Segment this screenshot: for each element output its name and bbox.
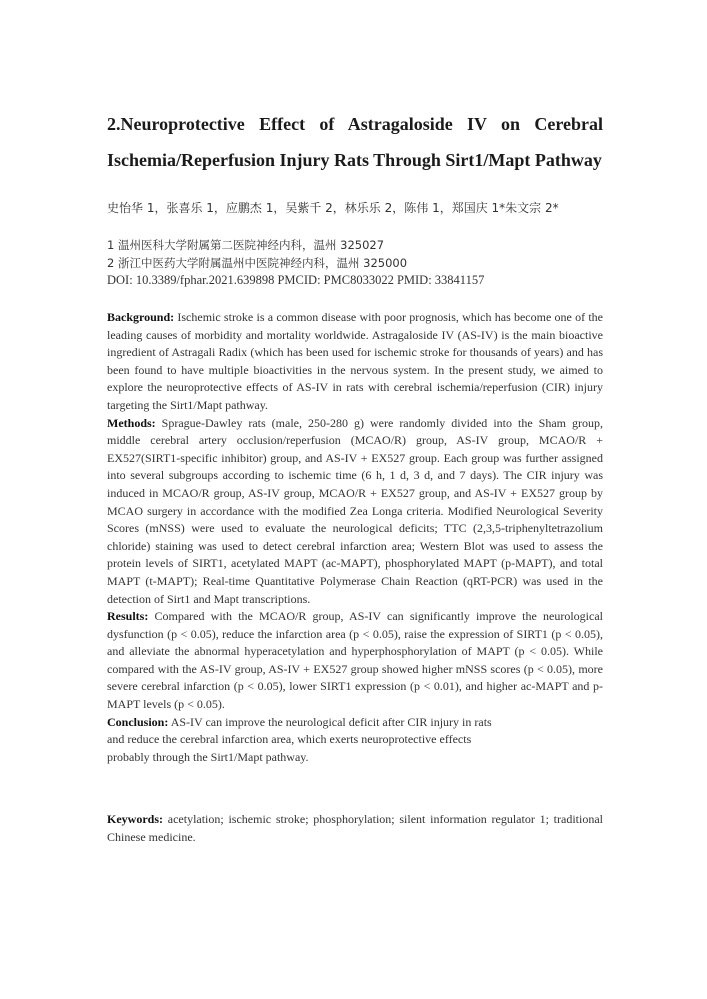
background-label: Background: bbox=[107, 310, 175, 324]
methods-text: Sprague-Dawley rats (male, 250-280 g) were randomly divided into the Sham group, middle cerebral artery occlusion/reperfusion (MCAO/R) group, AS-IV group, MCAO/R + EX527(SIRT1-specific inhibitor) group, and AS-IV + EX527 group. Each group was further assigned into several subgroups according to ischemic time (6 h, 1 d, 3 d, and 7 days). The CIR injury was induced in MCAO/R group, AS-IV group, MCAO/R + EX527 group, and AS-IV + EX527 group by MCAO surgery in accordance with the modified Zea Longa criteria. Modified Neurological Severity Scores (mNSS) were used to evaluate the neurological deficits; TTC (2,3,5-triphenyltetrazolium chloride) staining was used to detect cerebral infarction area; Western Blot was used to assess the protein levels of SIRT1, acetylated MAPT (ac-MAPT), phosphorylated MAPT (p-MAPT), and total MAPT (t-MAPT); Real-time Quantitative Polymerase Chain Reaction (qRT-PCR) was used in the detection of Sirt1 and Mapt transcriptions. bbox=[107, 415, 603, 606]
paper-title-line-2: Ischemia/Reperfusion Injury Rats Through Sirt1/Mapt Pathway bbox=[107, 150, 602, 170]
doi-line: DOI: 10.3389/fphar.2021.639898 PMCID: PMC8033022 PMID: 33841157 bbox=[107, 273, 485, 287]
results-label: Results: bbox=[107, 609, 149, 624]
background-text: Ischemic stroke is a common disease with poor prognosis, which has become one of the leading causes of morbidity and mortality worldwide. Astragaloside IV (AS-IV) is the main bioactive ingredient of Astragali Radix (which has been used for ischemic stroke for thousands of years) and has been found to have multiple bioactivities in the nervous system. In the present study, we aimed to explore the neuroprotective effects of AS-IV in rats with cerebral ischemia/reperfusion (CIR) injury targeting the Sirt1/Mapt pathway. bbox=[107, 310, 603, 412]
abstract-methods bbox=[107, 415, 603, 609]
conclusion-line-1 bbox=[107, 714, 603, 732]
keywords-text: acetylation; ischemic stroke; phosphorylation; silent information regulator 1; traditional Chinese medicine. bbox=[107, 812, 603, 844]
author-list: 史怡华 1，张喜乐 1，应鹏杰 1，吴紫千 2，林乐乐 2，陈伟 1，郑国庆 1*朱文宗 2* bbox=[107, 201, 559, 215]
conclusion-line-2: and reduce the cerebral infarction area, which exerts neuroprotective effects bbox=[107, 732, 472, 747]
methods-label: Methods: bbox=[107, 415, 156, 430]
affiliation-1: 1 温州医科大学附属第二医院神经内科，温州 325027 bbox=[107, 238, 385, 252]
conclusion-label: Conclusion: bbox=[107, 714, 169, 729]
conclusion-text-1: AS-IV can improve the neurological deficit after CIR injury in rats bbox=[168, 714, 492, 729]
keywords bbox=[107, 811, 603, 846]
results-text: Compared with the MCAO/R group, AS-IV can significantly improve the neurological dysfunction (p < 0.05), reduce the infarction area (p < 0.05), raise the expression of SIRT1 (p < 0.05), and alleviate the abnormal hyperacetylation and hyperphosphorylation of MAPT (p < 0.05). While compared with the AS-IV group, AS-IV + EX527 group showed higher mNSS scores (p < 0.05), more severe cerebral infarction (p < 0.05), lower SIRT1 expression (p < 0.01), and higher ac-MAPT and p-MAPT levels (p < 0.05). bbox=[107, 609, 603, 712]
abstract bbox=[107, 309, 603, 766]
conclusion-line-3: probably through the Sirt1/Mapt pathway. bbox=[107, 749, 309, 764]
abstract-conclusion bbox=[107, 714, 603, 767]
affiliation-2: 2 浙江中医药大学附属温州中医院神经内科，温州 325000 bbox=[107, 256, 408, 270]
abstract-background bbox=[107, 309, 603, 415]
keywords-label: Keywords: bbox=[107, 812, 163, 826]
abstract-results bbox=[107, 608, 603, 714]
paper-title-line-1: 2.Neuroprotective Effect of Astragaloside IV on Cerebral bbox=[107, 114, 603, 134]
